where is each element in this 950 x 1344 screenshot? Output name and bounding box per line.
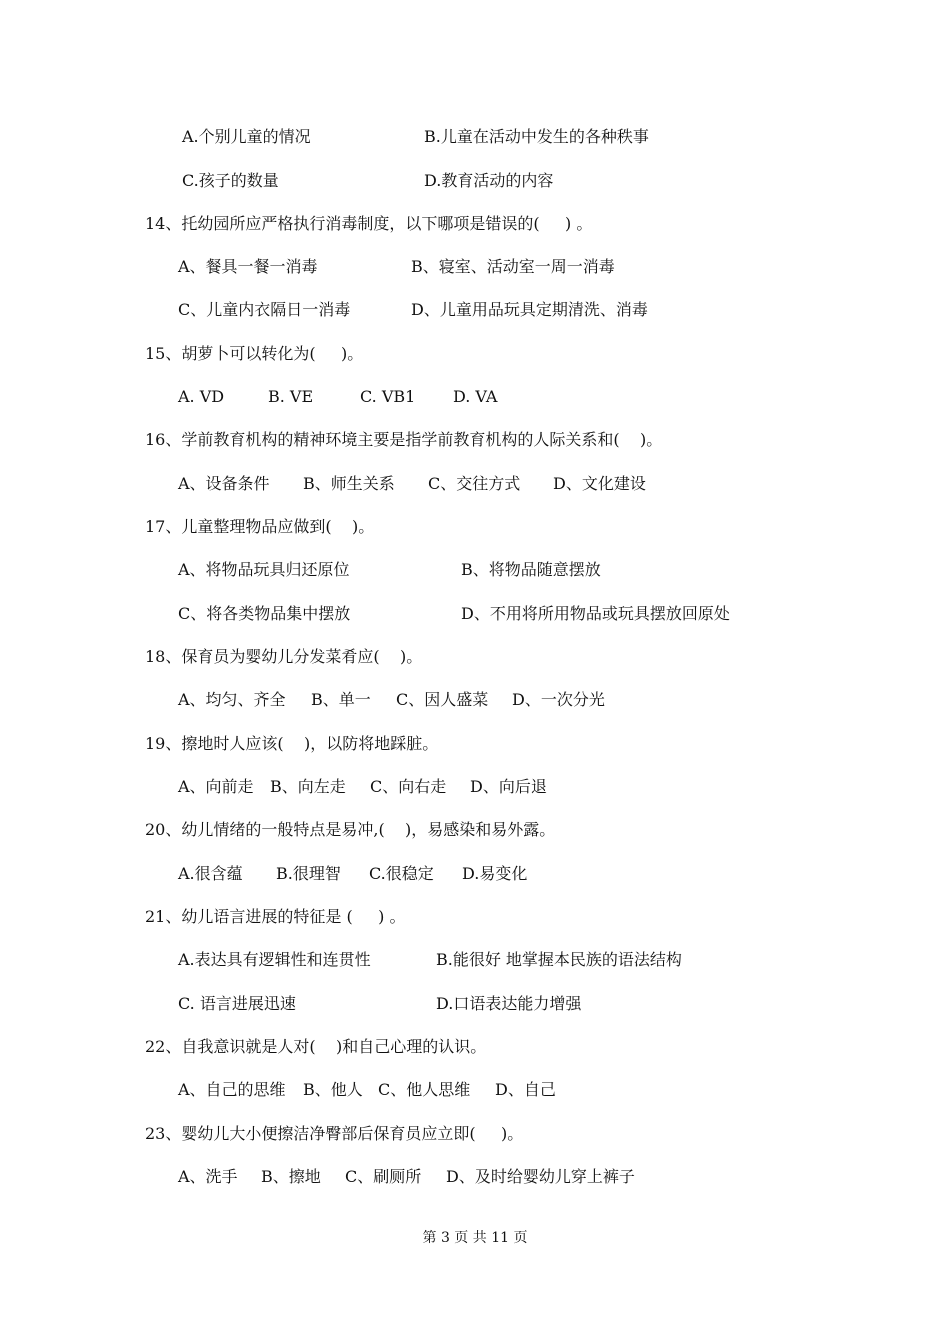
q23-option-c: C、刷厕所 bbox=[345, 1167, 422, 1186]
q23-option-a: A、洗手 bbox=[178, 1167, 238, 1186]
q14-option-b: B、寝室、活动室一周一消毒 bbox=[411, 257, 615, 276]
q14-option-d: D、儿童用品玩具定期清洗、消毒 bbox=[411, 300, 648, 319]
q13-option-b: B.儿童在活动中发生的各种秩事 bbox=[424, 127, 649, 146]
q17-option-c: C、将各类物品集中摆放 bbox=[178, 604, 351, 623]
q15-option-c: C. VB1 bbox=[360, 387, 416, 406]
q20-option-c: C.很稳定 bbox=[369, 864, 434, 883]
q19-option-c: C、向右走 bbox=[370, 777, 447, 796]
q22-option-d: D、自己 bbox=[495, 1080, 556, 1099]
q20-option-a: A.很含蕴 bbox=[178, 864, 243, 883]
q19-option-b: B、向左走 bbox=[270, 777, 346, 796]
q18-option-a: A、均匀、齐全 bbox=[178, 690, 286, 709]
q19-option-a: A、向前走 bbox=[178, 777, 254, 796]
q23-option-b: B、擦地 bbox=[261, 1167, 321, 1186]
q22-option-a: A、自己的思维 bbox=[178, 1080, 286, 1099]
question-19: 19、擦地时人应该( )，以防将地踩脏。 bbox=[145, 734, 439, 753]
q21-option-c: C. 语言进展迅速 bbox=[178, 994, 296, 1013]
q21-option-a: A.表达具有逻辑性和连贯性 bbox=[178, 950, 371, 969]
q15-option-d: D. VA bbox=[453, 387, 498, 406]
question-14: 14、托幼园所应严格执行消毒制度，以下哪项是错误的( ) 。 bbox=[145, 214, 593, 233]
q20-option-d: D.易变化 bbox=[462, 864, 528, 883]
question-16: 16、学前教育机构的精神环境主要是指学前教育机构的人际关系和( )。 bbox=[145, 430, 663, 449]
q23-option-d: D、及时给婴幼儿穿上裤子 bbox=[446, 1167, 635, 1186]
q18-option-d: D、一次分光 bbox=[512, 690, 605, 709]
q22-option-b: B、他人 bbox=[303, 1080, 363, 1099]
q17-option-b: B、将物品随意摆放 bbox=[461, 560, 601, 579]
q14-option-c: C、儿童内衣隔日一消毒 bbox=[178, 300, 351, 319]
q16-option-d: D、文化建设 bbox=[553, 474, 646, 493]
question-21: 21、幼儿语言进展的特征是 ( ) 。 bbox=[145, 907, 406, 926]
q18-option-c: C、因人盛菜 bbox=[396, 690, 489, 709]
q17-option-d: D、不用将所用物品或玩具摆放回原处 bbox=[461, 604, 730, 623]
question-22: 22、自我意识就是人对( )和自己心理的认识。 bbox=[145, 1037, 487, 1056]
q17-option-a: A、将物品玩具归还原位 bbox=[178, 560, 350, 579]
q21-option-d: D.口语表达能力增强 bbox=[436, 994, 582, 1013]
q16-option-a: A、设备条件 bbox=[178, 474, 270, 493]
page-footer: 第 3 页 共 11 页 bbox=[422, 1230, 528, 1246]
q13-option-c: C.孩子的数量 bbox=[182, 171, 279, 190]
question-20: 20、幼儿情绪的一般特点是易冲,( )，易感染和易外露。 bbox=[145, 820, 556, 839]
q20-option-b: B.很理智 bbox=[276, 864, 341, 883]
q15-option-b: B. VE bbox=[268, 387, 314, 406]
q21-option-b: B.能很好 地掌握本民族的语法结构 bbox=[436, 950, 682, 969]
q22-option-c: C、他人思维 bbox=[378, 1080, 471, 1099]
q15-option-a: A. VD bbox=[178, 387, 225, 406]
q16-option-b: B、师生关系 bbox=[303, 474, 395, 493]
q18-option-b: B、单一 bbox=[311, 690, 371, 709]
q19-option-d: D、向后退 bbox=[470, 777, 547, 796]
q14-option-a: A、餐具一餐一消毒 bbox=[178, 257, 318, 276]
q13-option-a: A.个别儿童的情况 bbox=[182, 127, 311, 146]
question-23: 23、婴幼儿大小便擦洁净臀部后保育员应立即( )。 bbox=[145, 1124, 524, 1143]
q16-option-c: C、交往方式 bbox=[428, 474, 521, 493]
question-18: 18、保育员为婴幼儿分发菜肴应( )。 bbox=[145, 647, 423, 666]
question-17: 17、儿童整理物品应做到( )。 bbox=[145, 517, 375, 536]
q13-option-d: D.教育活动的内容 bbox=[424, 171, 554, 190]
question-15: 15、胡萝卜可以转化为( )。 bbox=[145, 344, 364, 363]
